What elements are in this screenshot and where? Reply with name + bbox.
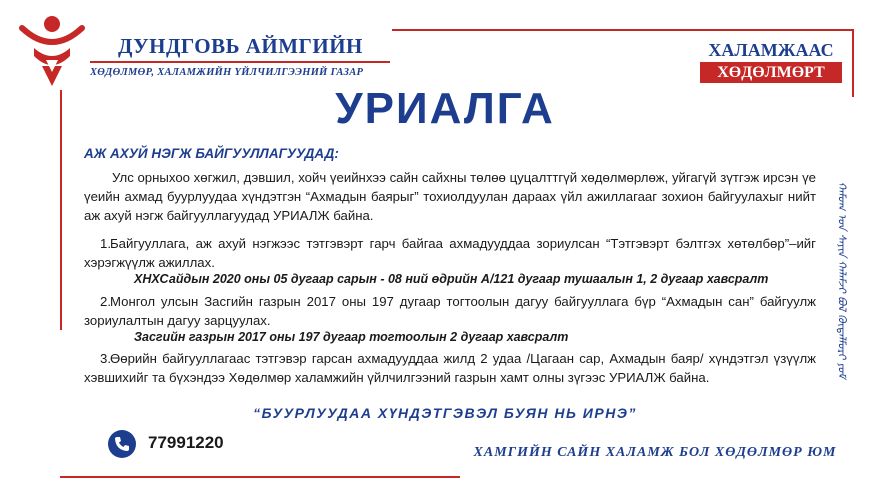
phone-number: 77991220 (148, 433, 224, 452)
slogan-bottom: ХӨДӨЛМӨРТ (700, 62, 842, 83)
item-number: 1. (100, 236, 111, 251)
header-divider-line (90, 61, 390, 63)
slogan-top: ХАЛАМЖААС (708, 40, 834, 60)
phone-icon (108, 430, 136, 458)
greeting: АЖ АХУЙ НЭГЖ БАЙГУУЛЛАГУУДАД: (84, 146, 339, 161)
item-text: Өөрийн байгууллагаас тэтгэвэр гарсан ахмадууддаа жилд 2 удаа /Цагаан сар, Ахмадын баяр/ хүндэтгэл үзүүлж хэвшихийг та бүхэндээ Хөдөлмөр халамжийн үйлчилгээний газрын хамт олны зүгээс УРИАЛЖ байна. (84, 351, 816, 385)
list-item (84, 234, 816, 272)
page-title: УРИАЛГА (335, 84, 555, 133)
vertical-script-text (824, 100, 864, 460)
intro-paragraph: Улс орныхоо хөгжил, дэвшил, хойч үеийнхээ сайн сайхны төлөө цуцалттгүй хөдөлмөрлөж, уйгагүй зүтгэж ирсэн үе үеийн ахмад буурлуудаа хүндэтгэн “Ахмадын баярыг” тохиолдуулан дараах үйл ажиллагааг зохион байгуулахыг нийт аж ахуй нэгж байгууллагуудад УРИАЛЖ байна. (84, 170, 816, 223)
quote: “БУУРЛУУДАА ХҮНДЭТГЭВЭЛ БУЯН НЬ ИРНЭ” (253, 405, 637, 421)
item-text: Монгол улсын Засгийн газрын 2017 оны 197 дугаар тогтоолын дагуу байгууллага бүр “Ахмадын сан” байгуулж зориулалтын дагуу зарцуулах. (84, 294, 816, 328)
logo (16, 12, 88, 90)
frame-bottom-line (60, 476, 460, 478)
org-title: ДУНДГОВЬ АЙМГИЙН (118, 34, 363, 58)
item-reference: ХНХСайдын 2020 оны 05 дугаар сарын - 08 ний өдрийн А/121 дугаар тушаалын 1, 2 дугаар хавсралт (134, 272, 769, 286)
motto: ХАМГИЙН САЙН ХАЛАМЖ БОЛ ХӨДӨЛМӨР ЮМ (473, 445, 837, 460)
list-item (84, 349, 816, 387)
item-reference: Засгийн газрын 2017 оны 197 дугаар тогтоолын 2 дугаар хавсралт (134, 330, 569, 344)
item-number: 2. (100, 294, 111, 309)
frame-top-line (392, 29, 852, 31)
item-number: 3. (100, 351, 111, 366)
list-item (84, 292, 816, 330)
vertical-script-label: ᠬᠠᠮᠤᠭ ᠤᠨ ᠰᠠᠶᠢᠨ ᠬᠠᠯᠠᠮᠵᠢ ᠪᠣᠯ ᠬᠥᠳᠡᠯᠮᠦᠷᠢ ᠶᠤᠮ (835, 181, 849, 379)
item-text: Байгууллага, аж ахуй нэгжээс тэтгэвэрт гарч байгаа ахмадууддаа зориулсан “Тэтгэвэрт бэлтгэх хөтөлбөр”–ийг хэрэгжүүлж ажиллах. (84, 236, 816, 270)
org-subtitle: ХӨДӨЛМӨР, ХАЛАМЖИЙН ҮЙЛЧИЛГЭЭНИЙ ГАЗАР (90, 67, 364, 78)
